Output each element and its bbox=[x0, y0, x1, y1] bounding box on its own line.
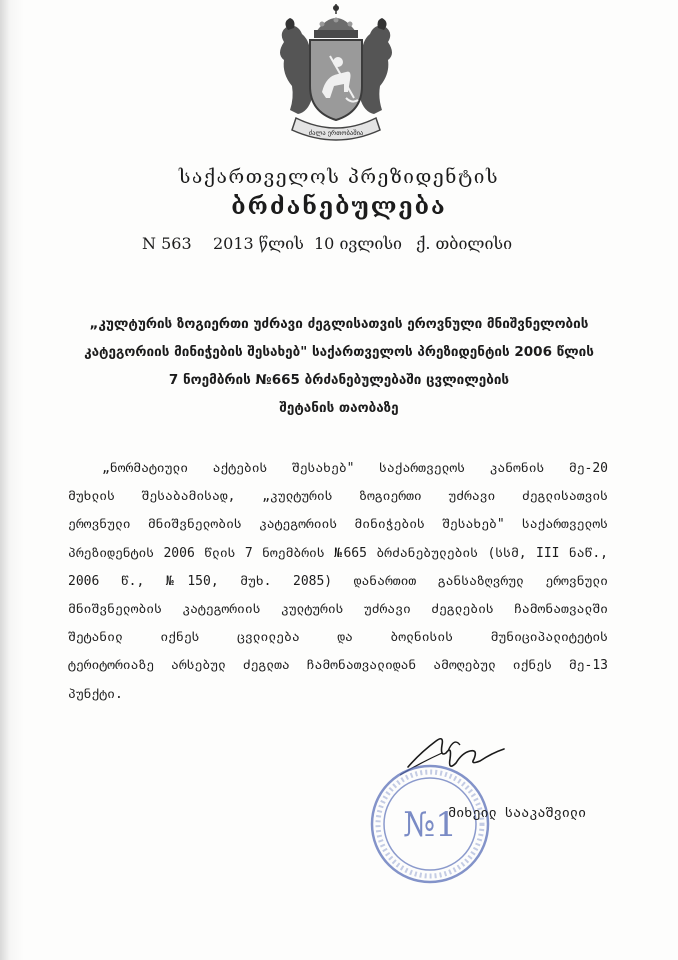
decree-date: 10 ივლისი bbox=[314, 234, 402, 253]
motto-text: ძალა ერთობაშია bbox=[308, 129, 364, 137]
title-line: კატეგორიის მინიჭების შესახებ" საქართველოს პრეზიდენტის 2006 წლის bbox=[84, 344, 594, 360]
title-line: 7 ნოემბრის №665 ბრძანებულებაში ცვლილების bbox=[168, 372, 510, 388]
lion-supporter-left-icon bbox=[280, 18, 312, 114]
body-line: „ნორმატიული აქტების შესახებ" საქართველოს კანონის მე-20 bbox=[102, 461, 608, 476]
shield-icon bbox=[310, 40, 362, 120]
crown-icon bbox=[314, 4, 358, 38]
decree-year: 2013 წლის bbox=[213, 234, 304, 253]
title-line: შეტანის თაობაზე bbox=[279, 400, 399, 416]
motto-ribbon bbox=[292, 118, 380, 140]
body-line: პრეზიდენტის 2006 წლის 7 ნოემბრის №665 ბრძანებულების (სსმ, III ნაწ., bbox=[68, 545, 608, 561]
body-line: 2006 წ., №150, მუხ. 2085) დანართით განსაზღვრულ ეროვნული bbox=[68, 573, 608, 589]
body-line: პუნქტი. bbox=[68, 686, 123, 702]
decree-meta-row bbox=[0, 234, 678, 256]
official-stamp bbox=[366, 760, 494, 888]
stamp-number: №1 bbox=[403, 805, 457, 845]
decree-number: N 563 bbox=[142, 234, 192, 253]
decree-title bbox=[55, 310, 623, 422]
document-type-heading: ბრძანებულება bbox=[231, 193, 447, 220]
body-line: მუხლის შესაბამისად, „კულტურის ზოგიერთი უძრავი ძეგლისათვის bbox=[68, 489, 608, 505]
lion-supporter-right-icon bbox=[360, 18, 392, 114]
body-line: შეტანილ იქნეს ცვლილება და ბოლნისის მუნიციპალიტეტის bbox=[68, 630, 608, 646]
decree-place: ქ. თბილისი bbox=[416, 234, 513, 253]
decree-body bbox=[68, 455, 608, 709]
body-line: მნიშვნელობის კატეგორიის კულტურის უძრავი ძეგლების ჩამონათვალში bbox=[68, 602, 608, 618]
coat-of-arms-emblem bbox=[272, 2, 400, 148]
issuing-institution: საქართველოს პრეზიდენტის bbox=[178, 166, 500, 188]
body-line: ეროვნული მნიშვნელობის კატეგორიის მინიჭების შესახებ" საქართველოს bbox=[68, 517, 608, 533]
title-line: „კულტურის ზოგიერთი უძრავი ძეგლისათვის ეროვნული მნიშვნელობის bbox=[89, 316, 589, 332]
signer-name: მიხეილ სააკაშვილი bbox=[448, 805, 587, 821]
body-line: ტერიტორიაზე არსებულ ძეგლთა ჩამონათვალიდან ამოღებულ იქნეს მე-13 bbox=[68, 658, 608, 674]
